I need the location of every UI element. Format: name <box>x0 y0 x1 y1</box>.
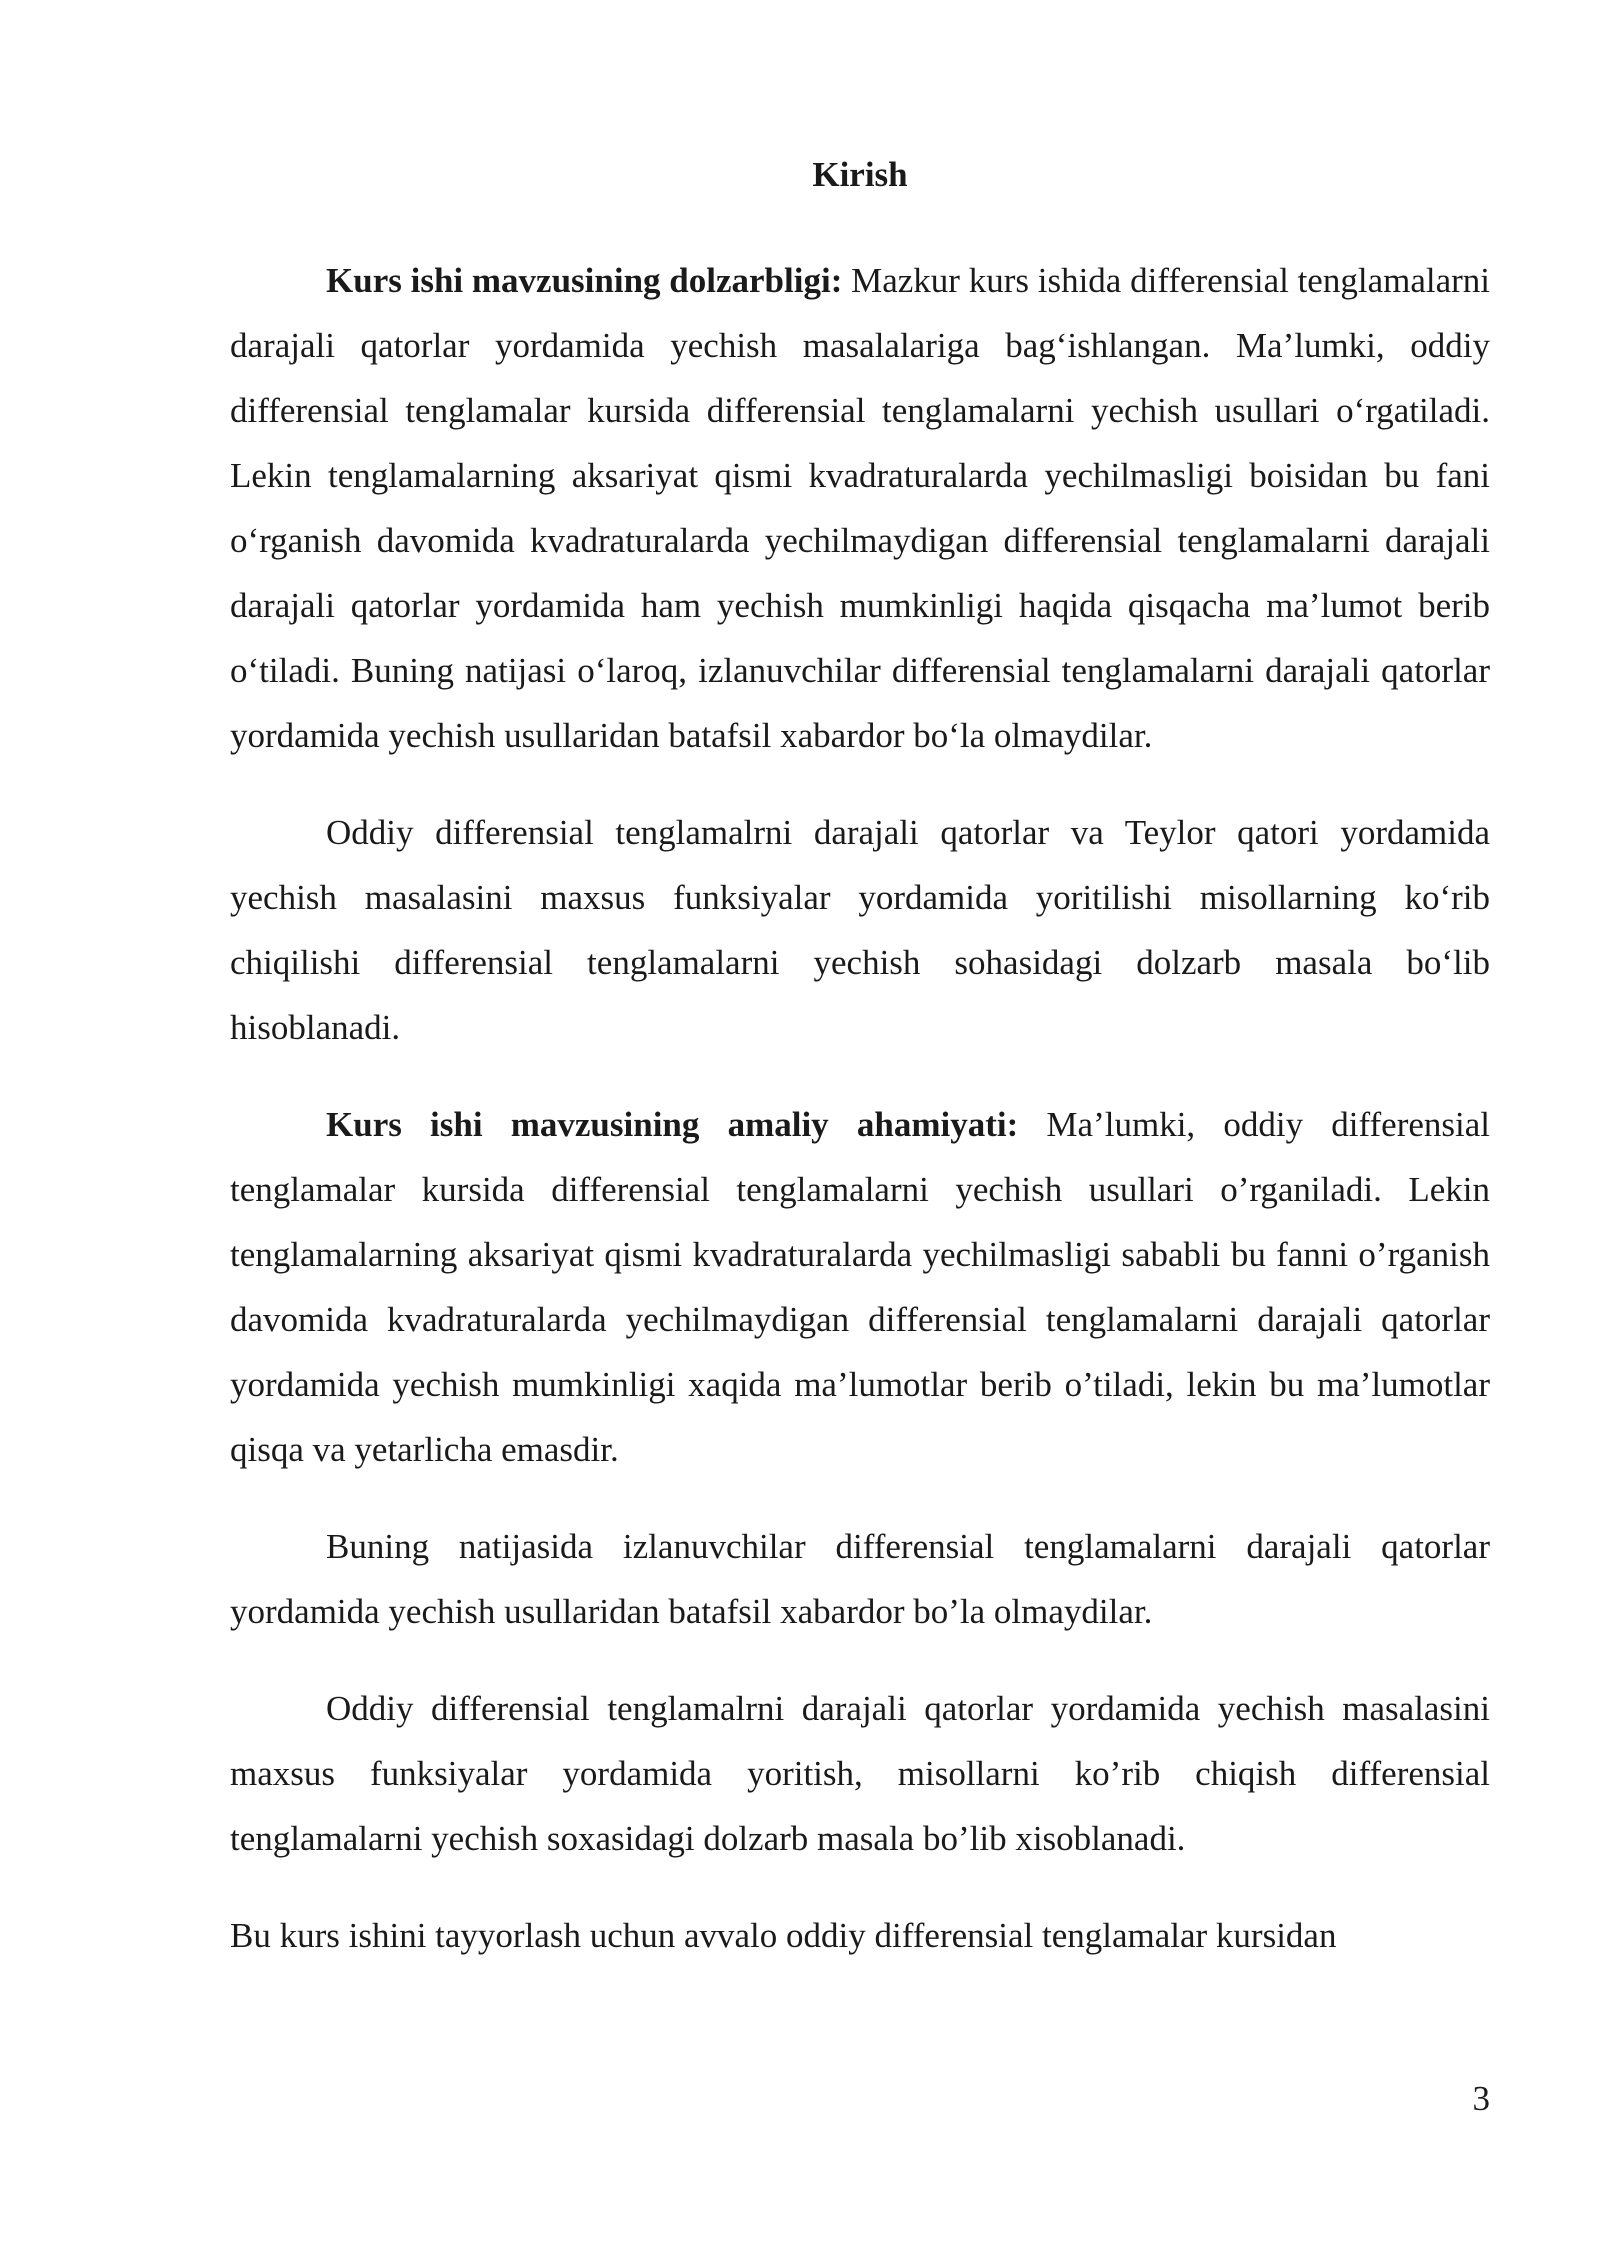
paragraph-relevance <box>230 248 1490 768</box>
paragraph-lead: Kurs ishi mavzusining dolzarbligi: <box>326 261 843 300</box>
paragraph-text: Buning natijasida izlanuvchilar differensial tenglamalarni darajali qatorlar yordamida yechish usullaridan batafsil xabardor bo’la olmaydilar. <box>230 1527 1490 1631</box>
page-number: 3 <box>1472 2079 1490 2118</box>
paragraph-lead: Kurs ishi mavzusining amaliy ahamiyati: <box>326 1105 1019 1144</box>
paragraph-text: Oddiy differensial tenglamalrni darajali qatorlar va Teylor qatori yordamida yechish masalasini maxsus funksiyalar yordamida yoritilishi misollarning ko‘rib chiqilishi differensial tenglamalarni yechish sohasidagi dolzarb masala bo‘lib hisoblanadi. <box>230 813 1490 1047</box>
paragraph-practical-importance <box>230 1092 1490 1482</box>
section-heading: Kirish <box>812 155 908 194</box>
paragraph-text: Bu kurs ishini tayyorlash uchun avvalo oddiy differensial tenglamalar kursidan <box>230 1916 1337 1955</box>
paragraph <box>230 1676 1490 1871</box>
body-text <box>230 248 1490 2000</box>
paragraph <box>230 800 1490 1060</box>
paragraph <box>230 1903 1490 1968</box>
paragraph-text: Oddiy differensial tenglamalrni darajali qatorlar yordamida yechish masalasini maxsus funksiyalar yordamida yoritish, misollarni ko’rib chiqish differensial tenglamalarni yechish soxasidagi dolzarb masala bo’lib xisoblanadi. <box>230 1689 1490 1858</box>
paragraph <box>230 1514 1490 1644</box>
paragraph-text: Mazkur kurs ishida differensial tenglamalarni darajali qatorlar yordamida yechish masalalariga bag‘ishlangan. Ma’lumki, oddiy differensial tenglamalar kursida differensial tenglamalarni yechish usullari o‘rgatiladi. Lekin tenglamalarning aksariyat qismi kvadraturalarda yechilmasligi boisidan bu fani o‘rganish davomida kvadraturalarda yechilmaydigan differensial tenglamalarni darajali darajali qatorlar yordamida ham yechish mumkinligi haqida qisqacha ma’lumot berib o‘tiladi. Buning natijasi o‘laroq, izlanuvchilar differensial tenglamalarni darajali qatorlar yordamida yechish usullaridan batafsil xabardor bo‘la olmaydilar. <box>230 261 1490 755</box>
paragraph-text: Ma’lumki, oddiy differensial tenglamalar kursida differensial tenglamalarni yechish usullari o’rganiladi. Lekin tenglamalarning aksariyat qismi kvadraturalarda yechilmasligi sababli bu fanni o’rganish davomida kvadraturalarda yechilmaydigan differensial tenglamalarni darajali qatorlar yordamida yechish mumkinligi xaqida ma’lumotlar berib o’tiladi, lekin bu ma’lumotlar qisqa va yetarlicha emasdir. <box>230 1105 1490 1469</box>
